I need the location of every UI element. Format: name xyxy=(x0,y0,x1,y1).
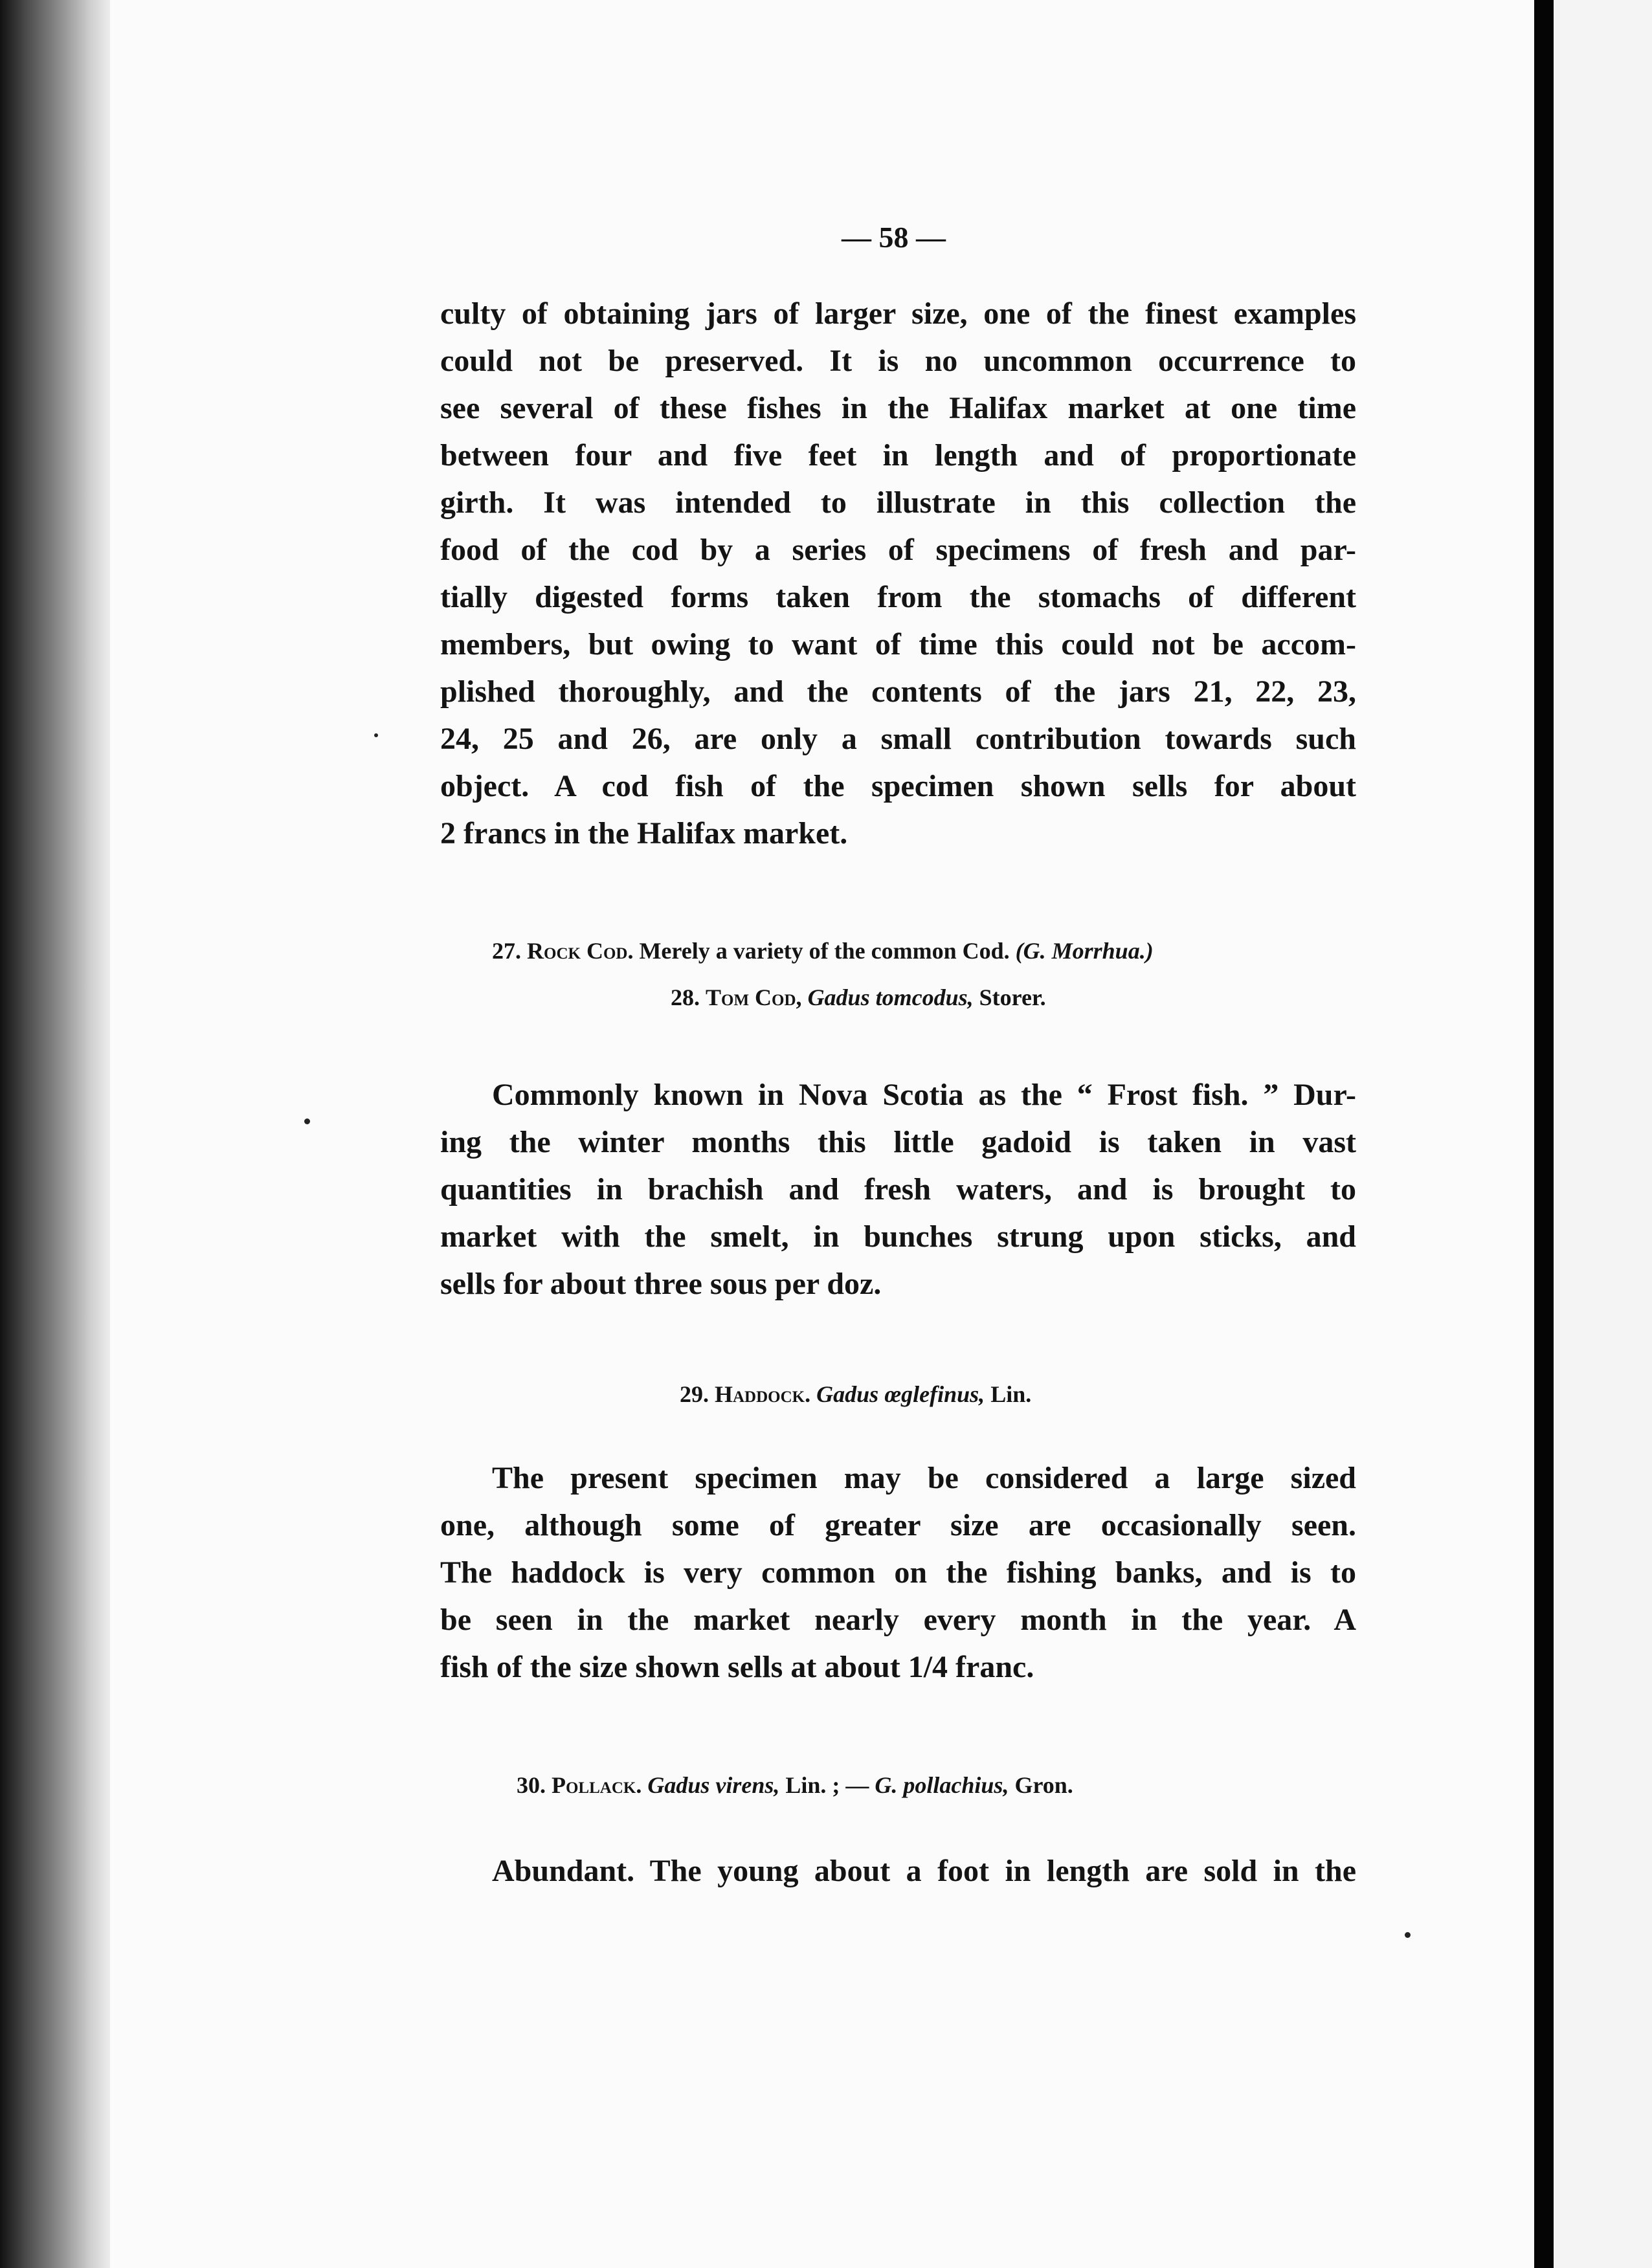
text-line: 2 francs in the Halifax market. xyxy=(440,816,848,850)
species-latin-name: Gadus œglefinus, xyxy=(816,1381,985,1407)
species-latin-name: (G. Morrhua.) xyxy=(1015,938,1154,964)
heading-tom-cod xyxy=(671,984,1046,1011)
text-line: fish of the size shown sells at about 1/4 franc. xyxy=(440,1650,1034,1684)
page-gutter xyxy=(1534,0,1554,2268)
text-line: 24, 25 and 26, are only a small contribution towards such xyxy=(440,722,1356,756)
heading-number: 27. xyxy=(492,938,521,964)
heading-text: Merely a variety of the common Cod. xyxy=(633,938,1016,964)
species-latin-name: Gadus virens, xyxy=(647,1772,780,1798)
heading-number: 28. xyxy=(671,984,700,1010)
page-number: — 58 — xyxy=(842,221,946,254)
text-line: sells for about three sous per doz. xyxy=(440,1267,882,1301)
heading-rock-cod xyxy=(492,937,1154,964)
species-author: Gron. xyxy=(1009,1772,1073,1798)
scan-speck xyxy=(304,1118,310,1124)
text-line: see several of these fishes in the Halifax market at one time xyxy=(440,391,1356,425)
text-line: The haddock is very common on the fishing banks, and is to xyxy=(440,1555,1356,1590)
species-common-name: Tom Cod, xyxy=(706,984,802,1010)
text-line: between four and five feet in length and of proportionate xyxy=(440,438,1356,472)
facing-page-edge xyxy=(1554,0,1652,2268)
text-line: ing the winter months this little gadoid is taken in vast xyxy=(440,1125,1356,1159)
paragraph-cod-continuation xyxy=(440,290,1356,857)
text-line: be seen in the market nearly every month in the year. A xyxy=(440,1603,1356,1637)
scan-binding-shadow xyxy=(0,0,113,2268)
text-line: members, but owing to want of time this could not be accom- xyxy=(440,627,1356,662)
species-common-name: Haddock. xyxy=(715,1381,811,1407)
text-line: quantities in brachish and fresh waters, and is brought to xyxy=(440,1172,1356,1206)
species-common-name: Pollack. xyxy=(552,1772,642,1798)
species-author: Storer. xyxy=(973,984,1046,1010)
species-common-name: Rock Cod. xyxy=(527,938,634,964)
text-line: Commonly known in Nova Scotia as the “ Frost fish. ” Dur- xyxy=(492,1078,1356,1112)
text-line: culty of obtaining jars of larger size, one of the finest examples xyxy=(440,296,1356,331)
text-line: tially digested forms taken from the stomachs of different xyxy=(440,580,1356,614)
scan-speck xyxy=(374,733,378,737)
heading-pollack xyxy=(517,1772,1073,1799)
heading-number: 29. xyxy=(680,1381,709,1407)
species-author: Lin. xyxy=(985,1381,1032,1407)
text-line: one, although some of greater size are occasionally seen. xyxy=(440,1508,1356,1542)
species-latin-name-alt: G. pollachius, xyxy=(875,1772,1009,1798)
species-latin-name: Gadus tomcodus, xyxy=(807,984,974,1010)
text-line: Abundant. The young about a foot in length are sold in the xyxy=(492,1854,1356,1888)
text-line: plished thoroughly, and the contents of the jars 21, 22, 23, xyxy=(440,674,1356,709)
text-line: food of the cod by a series of specimens of fresh and par- xyxy=(440,533,1356,567)
text-line: girth. It was intended to illustrate in this collection the xyxy=(440,485,1356,520)
species-author: Lin. ; — xyxy=(779,1772,875,1798)
scan-speck xyxy=(1405,1932,1411,1938)
heading-number: 30. xyxy=(517,1772,546,1798)
paragraph-haddock xyxy=(440,1454,1356,1691)
text-line: object. A cod fish of the specimen shown sells for about xyxy=(440,769,1356,803)
heading-haddock xyxy=(680,1381,1031,1408)
text-line: The present specimen may be considered a large sized xyxy=(492,1461,1356,1495)
text-line: could not be preserved. It is no uncommon occurrence to xyxy=(440,344,1356,378)
paragraph-tom-cod xyxy=(440,1071,1356,1307)
text-line: market with the smelt, in bunches strung upon sticks, and xyxy=(440,1219,1356,1254)
paragraph-pollack xyxy=(440,1847,1356,1895)
